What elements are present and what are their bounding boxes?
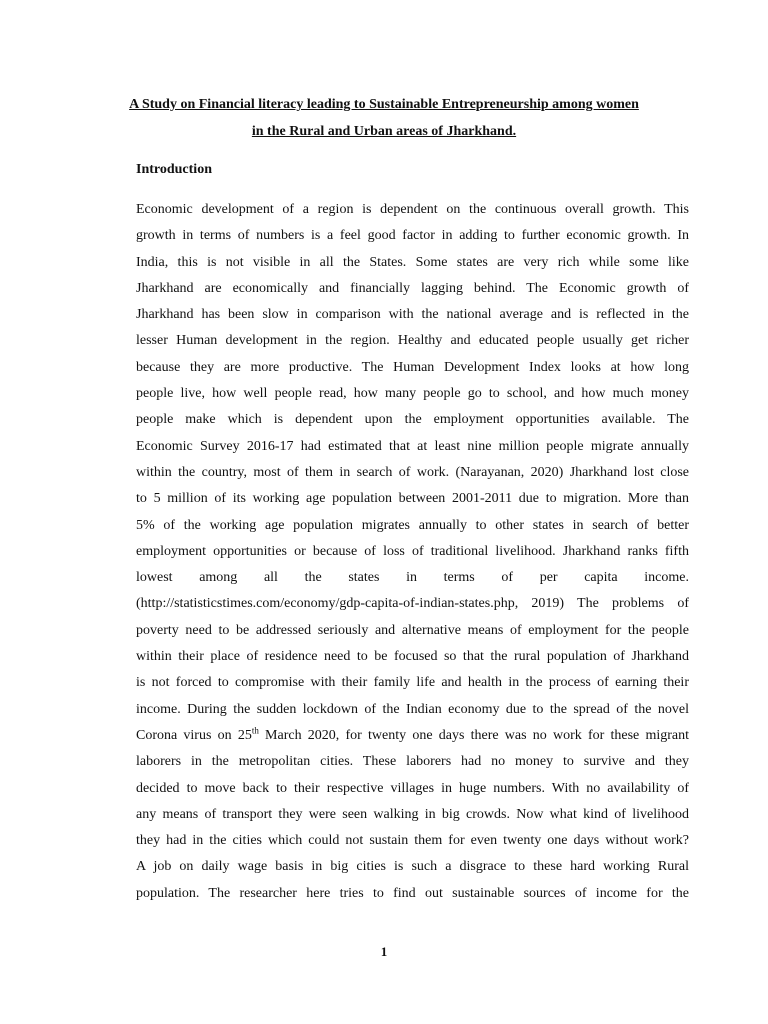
- paragraph-line: Jharkhand has been slow in comparison with the national average and is reflected in the: [136, 307, 689, 323]
- paragraph-line: Jharkhand are economically and financially lagging behind. The Economic growth of: [136, 280, 689, 296]
- paragraph-line: is not forced to compromise with their family life and health in the process of earning their: [136, 675, 689, 691]
- paragraph-line: poverty need to be addressed seriously and alternative means of employment for the people: [136, 622, 689, 638]
- paragraph-line: laborers in the metropolitan cities. These laborers had no money to survive and they: [136, 754, 689, 770]
- paragraph-line: they had in the cities which could not sustain them for even twenty one days without work?: [136, 833, 689, 849]
- paragraph-line: Economic Survey 2016-17 had estimated that at least nine million people migrate annually: [136, 438, 689, 454]
- ordinal-superscript: th: [251, 725, 259, 736]
- paragraph-line: Economic development of a region is dependent on the continuous overall growth. This: [136, 202, 689, 217]
- paragraph-line: within the country, most of them in search of work. (Narayanan, 2020) Jharkhand lost close: [136, 464, 689, 480]
- document-title-line-1: A Study on Financial literacy leading to Sustainable Entrepreneurship among women: [129, 97, 639, 112]
- date-text-before: Corona virus on 25: [136, 727, 252, 743]
- page-number: 1: [380, 944, 388, 959]
- paragraph-line: any means of transport they were seen walking in big crowds. Now what kind of livelihood: [136, 806, 689, 822]
- paragraph-line: growth in terms of numbers is a feel good factor in adding to further economic growth. In: [136, 228, 689, 244]
- document-title-line-2: in the Rural and Urban areas of Jharkhand.: [251, 124, 517, 139]
- paragraph-line: to 5 million of its working age population between 2001-2011 due to migration. More than: [136, 491, 689, 507]
- paragraph-line: decided to move back to their respective villages in huge numbers. With no availability of: [136, 780, 689, 796]
- paragraph-line: lesser Human development in the region. Healthy and educated people usually get richer: [136, 333, 689, 349]
- date-text-after: March 2020, for twenty one days there was no work for these migrant: [258, 727, 689, 743]
- paragraph-line: lowest among all the states in terms of per capita income.: [136, 570, 689, 586]
- paragraph-line: India, this is not visible in all the States. Some states are very rich while some like: [136, 254, 689, 270]
- paragraph-line: within their place of residence need to be focused so that the rural population of Jharkhand: [136, 649, 689, 665]
- paragraph-line: A job on daily wage basis in big cities is such a disgrace to these hard working Rural: [136, 859, 689, 875]
- body-paragraph: [136, 197, 689, 907]
- paragraph-line: people make which is dependent upon the employment opportunities available. The: [136, 412, 689, 428]
- paragraph-line: income. During the sudden lockdown of the Indian economy due to the spread of the novel: [136, 701, 689, 717]
- paragraph-line: people live, how well people read, how many people go to school, and how much money: [136, 386, 689, 402]
- paragraph-line: employment opportunities or because of loss of traditional livelihood. Jharkhand ranks fifth: [136, 543, 689, 559]
- paragraph-line: (http://statisticstimes.com/economy/gdp-capita-of-indian-states.php, 2019) The problems of: [136, 596, 689, 612]
- paragraph-line-date: [136, 723, 689, 749]
- paragraph-line: population. The researcher here tries to find out sustainable sources of income for the: [136, 885, 689, 901]
- paragraph-line: because they are more productive. The Human Development Index looks at how long: [136, 359, 689, 375]
- paragraph-line: 5% of the working age population migrates annually to other states in search of better: [136, 517, 689, 533]
- section-heading: Introduction: [136, 162, 212, 177]
